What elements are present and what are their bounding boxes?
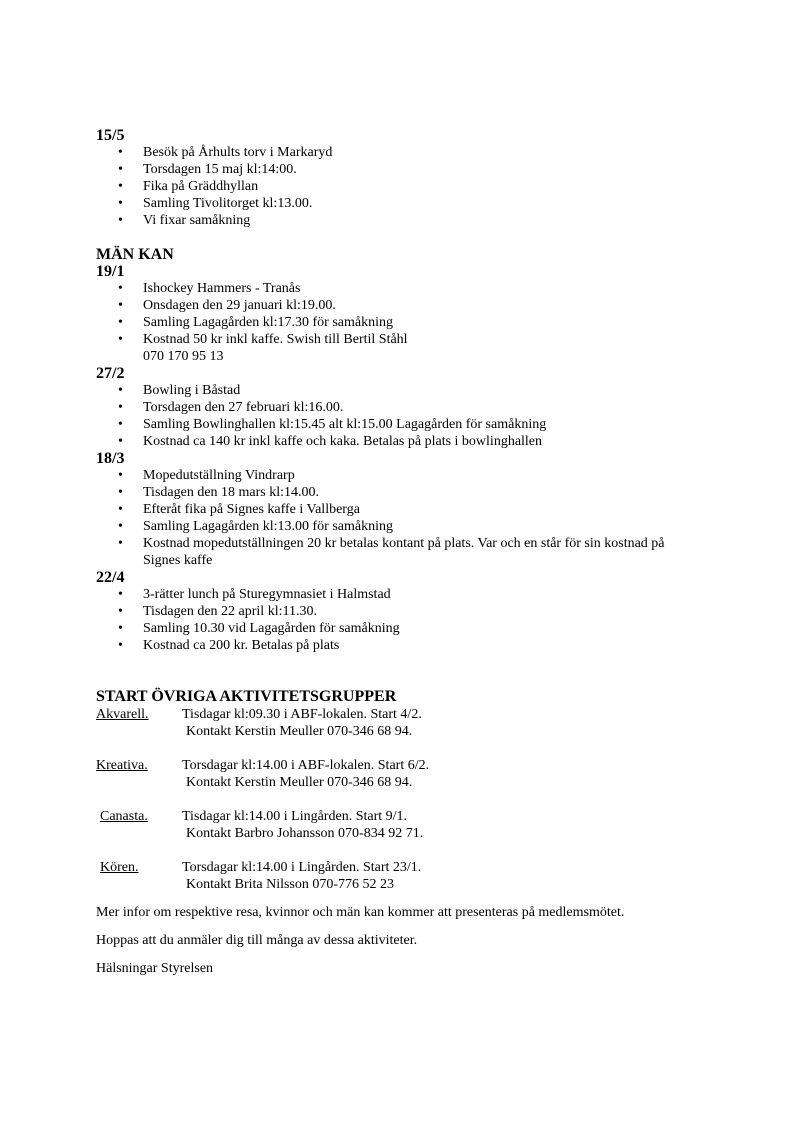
group-koren [96,859,716,893]
group-schedule: Torsdagar kl:14.00 i ABF-lokalen. Start 6/2. [182,758,430,773]
list-item-with-continuation [96,535,716,569]
list-item: • 3-rätter lunch på Sturegymnasiet i Halmstad [96,586,716,603]
list-item: • Samling Tivolitorget kl:13.00. [96,195,716,212]
list-item: • Torsdagen 15 maj kl:14:00. [96,161,716,178]
date-heading-22-4: 22/4 [96,569,125,586]
list-item-text: Kostnad 50 kr inkl kaffe. Swish till Bertil Ståhl [143,332,408,347]
group-contact: Kontakt Kerstin Meuller 070-346 68 94. [186,724,413,739]
list-item-with-continuation [96,331,716,365]
closing-paragraph-signup: Hoppas att du anmäler dig till många av dessa aktiviteter. [96,933,418,948]
group-name: Akvarell. [96,707,149,722]
date-heading-15-5: 15/5 [96,127,125,144]
date-heading-19-1: 19/1 [96,263,125,280]
list-item: • Torsdagen den 27 februari kl:16.00. [96,399,716,416]
group-kreativa [96,757,716,791]
event-list-18-3 [96,467,716,569]
event-list-19-1 [96,280,716,365]
list-item: • Fika på Gräddhyllan [96,178,716,195]
group-schedule: Torsdagar kl:14.00 i Lingården. Start 23/1. [182,860,422,875]
group-name: Kören. [100,860,139,875]
list-item: • Tisdagen den 22 april kl:11.30. [96,603,716,620]
list-item: • Kostnad ca 200 kr. Betalas på plats [96,637,716,654]
group-contact: Kontakt Barbro Johansson 070-834 92 71. [186,826,424,841]
list-item: • Bowling i Båstad [96,382,716,399]
section-heading-groups: START ÖVRIGA AKTIVITETSGRUPPER [96,688,397,705]
list-item: • Samling Lagagården kl:13.00 för samåkning [96,518,716,535]
section-heading-man-kan: MÄN KAN [96,246,174,263]
event-list-22-4 [96,586,716,654]
group-akvarell [96,706,716,740]
list-item: • Samling Lagagården kl:17.30 för samåkning [96,314,716,331]
group-schedule: Tisdagar kl:09.30 i ABF-lokalen. Start 4/2. [182,707,422,722]
group-contact: Kontakt Brita Nilsson 070-776 52 23 [186,877,395,892]
list-item: • Ishockey Hammers - Tranås [96,280,716,297]
group-name: Canasta. [100,809,148,824]
closing-signature: Hälsningar Styrelsen [96,961,214,976]
list-item-continuation: Signes kaffe [143,553,213,568]
date-heading-27-2: 27/2 [96,365,125,382]
list-item-continuation: 070 170 95 13 [143,349,224,364]
list-item: • Samling Bowlinghallen kl:15.45 alt kl:15.00 Lagagården för samåkning [96,416,716,433]
group-schedule: Tisdagar kl:14.00 i Lingården. Start 9/1. [182,809,408,824]
list-item-text: Kostnad mopedutställningen 20 kr betalas kontant på plats. Var och en står för sin kostnad på [143,536,665,551]
event-list-27-2 [96,382,716,450]
group-canasta [96,808,716,842]
list-item: • Vi fixar samåkning [96,212,716,229]
list-item: • Onsdagen den 29 januari kl:19.00. [96,297,716,314]
closing-paragraph-info: Mer infor om respektive resa, kvinnor och män kan kommer att presenteras på medlemsmötet. [96,905,625,920]
document-page [96,127,716,977]
group-name: Kreativa. [96,758,148,773]
list-item: • Besök på Århults torv i Markaryd [96,144,716,161]
list-item: • Mopedutställning Vindrarp [96,467,716,484]
list-item: • Efteråt fika på Signes kaffe i Vallberga [96,501,716,518]
list-item: • Kostnad ca 140 kr inkl kaffe och kaka. Betalas på plats i bowlinghallen [96,433,716,450]
date-heading-18-3: 18/3 [96,450,125,467]
activity-groups [96,706,716,893]
group-contact: Kontakt Kerstin Meuller 070-346 68 94. [186,775,413,790]
event-list-15-5 [96,144,716,229]
list-item: • Tisdagen den 18 mars kl:14.00. [96,484,716,501]
list-item: • Samling 10.30 vid Lagagården för samåkning [96,620,716,637]
